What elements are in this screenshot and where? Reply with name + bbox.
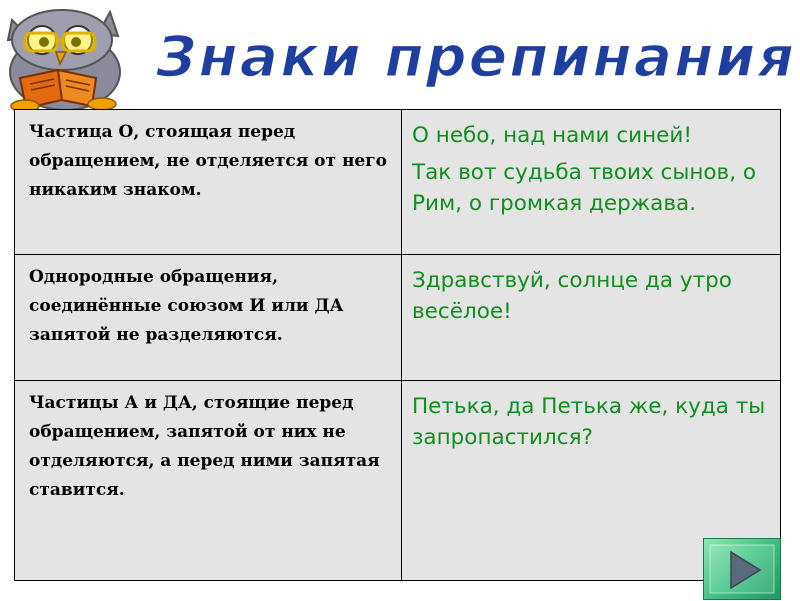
rule-cell xyxy=(15,381,402,581)
example-text: Здравствуй, солнце да утро весёлое! xyxy=(412,268,732,324)
table-row xyxy=(15,255,781,381)
rule-text: Однородные обращения, соединённые союзом И или ДА запятой не разделяются. xyxy=(29,267,344,345)
owl-reading-book-icon xyxy=(0,0,135,115)
slide-title-text: Знаки препинания xyxy=(154,25,796,90)
rule-cell xyxy=(15,110,402,255)
rule-text: Частица О, стоящая перед обращением, не отделяется от него никаким знаком. xyxy=(29,122,387,200)
example-cell xyxy=(402,255,781,381)
rule-text: Частицы А и ДА, стоящие перед обращением, запятой от них не отделяются, а перед ними запятая ставится. xyxy=(29,393,380,500)
example-text: Так вот судьба твоих сынов, о Рим, о громкая держава. xyxy=(412,160,757,216)
example-cell xyxy=(402,110,781,255)
table-row xyxy=(15,381,781,581)
next-slide-button[interactable] xyxy=(703,538,781,600)
rule-cell xyxy=(15,255,402,381)
slide-title xyxy=(150,14,800,94)
example-text: Петька, да Петька же, куда ты запропастился? xyxy=(412,394,766,450)
example-text: О небо, над нами синей! xyxy=(412,123,692,148)
rules-table xyxy=(14,109,781,581)
table-row xyxy=(15,110,781,255)
